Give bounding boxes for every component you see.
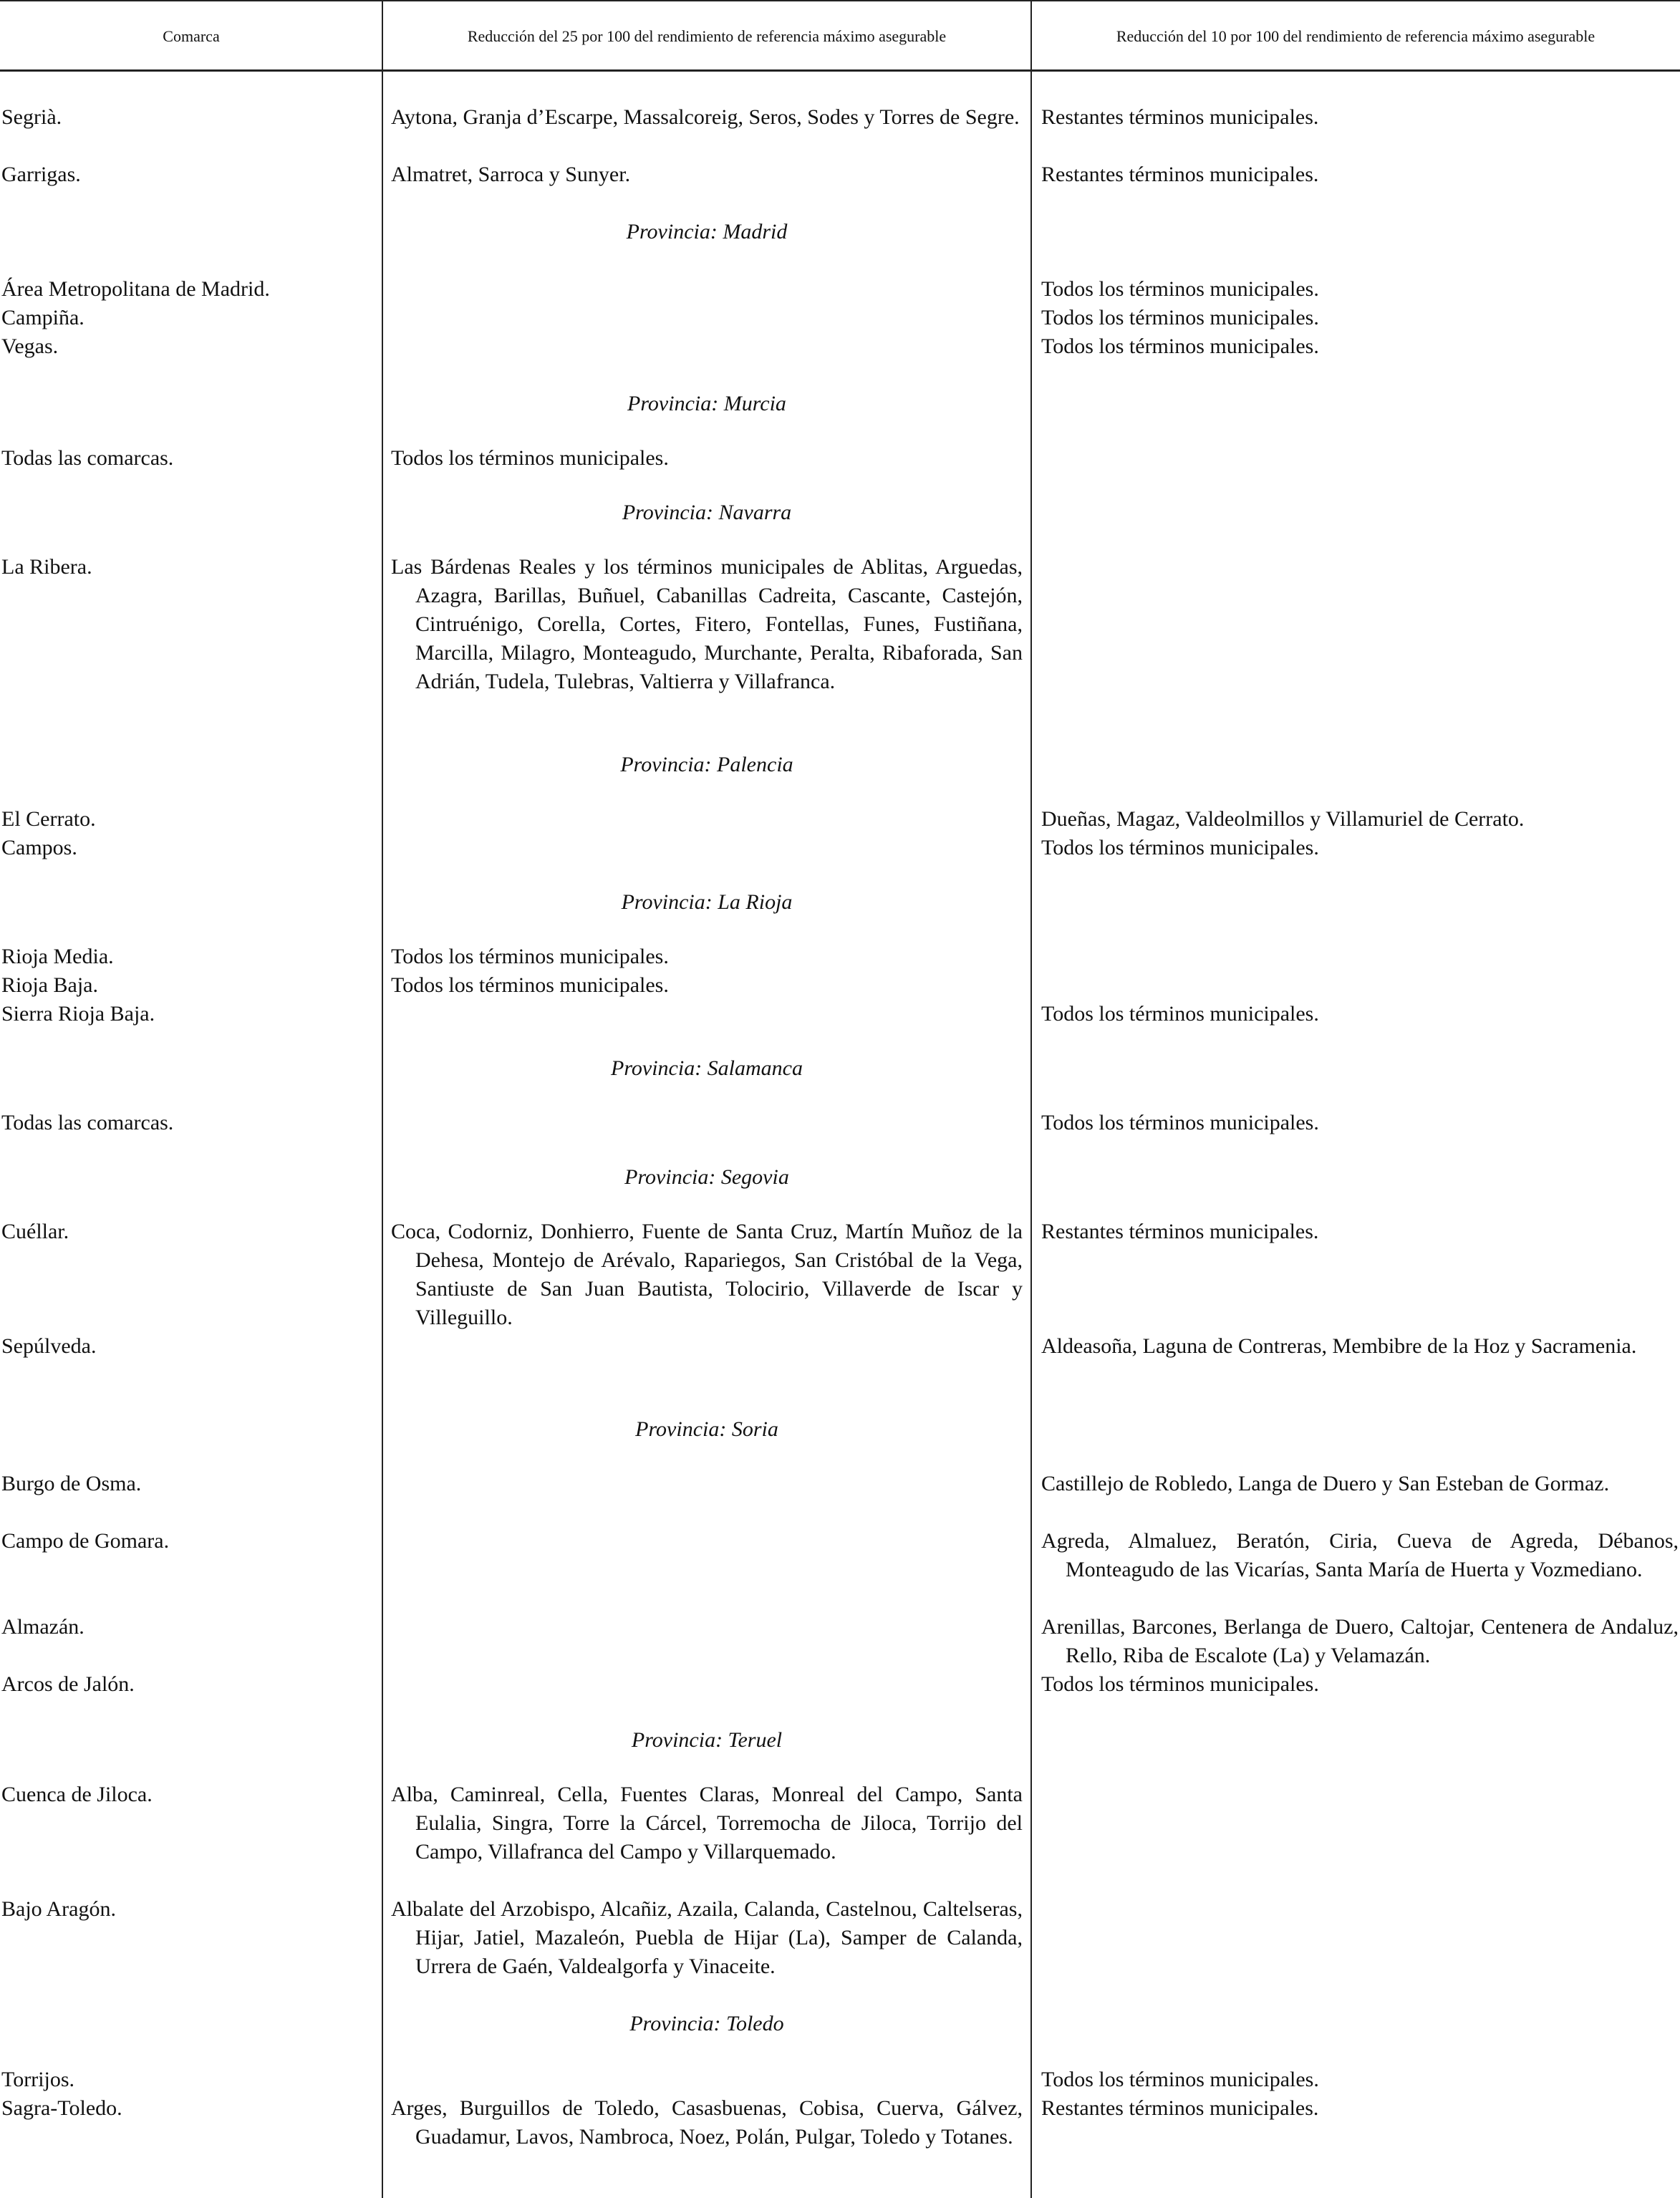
reduccion-10-cell: Todos los términos municipales.	[1041, 334, 1319, 358]
header-reduccion-10: Reducción del 10 por 100 del rendimiento de referencia máximo asegurable	[1116, 26, 1595, 45]
reduccion-10-cell: Todos los términos municipales.	[1041, 1002, 1319, 1026]
reduccion-25-cell: Todos los términos municipales.	[391, 446, 669, 470]
reduccion-10-cell: Todos los términos municipales.	[1041, 2068, 1319, 2091]
header-comarca: Comarca	[163, 26, 220, 45]
reduccion-10-cell: Todos los términos municipales.	[1041, 1672, 1319, 1696]
comarca-cell: Sierra Rioja Baja.	[1, 1002, 155, 1026]
reduccion-10-cell: Aldeasoña, Laguna de Contreras, Membibre de la Hoz y Sacramenia.	[1041, 1334, 1637, 1358]
province-heading: Provincia: Murcia	[627, 392, 786, 415]
reduccion-10-cell: Todos los términos municipales.	[1041, 277, 1319, 301]
reduccion-25-cell: Arges, Burguillos de Toledo, Casasbuenas, Cobisa, Cuerva, Gálvez, Guadamur, Lavos, Nambroca, Noez, Polán, Pulgar, Toledo y Totanes.	[391, 2096, 1023, 2149]
reduccion-25-cell: Coca, Codorniz, Donhierro, Fuente de Santa Cruz, Martín Muñoz de la Dehesa, Montejo de Arévalo, Rapariegos, San Cristóbal de la Vega, Santiuste de San Juan Bautista, Tolocirio, Villaverde de Iscar y Villeguillo.	[391, 1220, 1023, 1329]
comarca-cell: Rioja Media.	[1, 945, 114, 968]
comarca-cell: El Cerrato.	[1, 807, 96, 831]
province-heading: Provincia: Segovia	[624, 1165, 789, 1189]
reduccion-25-cell: Aytona, Granja d’Escarpe, Massalcoreig, Seros, Sodes y Torres de Segre.	[391, 105, 1020, 129]
reduccion-25-cell: Almatret, Sarroca y Sunyer.	[391, 163, 631, 186]
comarca-cell: Campo de Gomara.	[1, 1529, 170, 1553]
reduccion-10-cell: Dueñas, Magaz, Valdeolmillos y Villamuriel de Cerrato.	[1041, 807, 1525, 831]
comarca-cell: Sagra-Toledo.	[1, 2096, 122, 2120]
reduccion-25-cell: Las Bárdenas Reales y los términos municipales de Ablitas, Arguedas, Azagra, Barillas, Buñuel, Cabanillas Cadreita, Cascante, Castejón, Cintruénigo, Corella, Cortes, Fitero, Fontellas, Funes, Fustiñana, Marcilla, Milagro, Monteagudo, Murchante, Peralta, Ribaforada, San Adrián, Tudela, Tulebras, Valtierra y Villafranca.	[391, 555, 1023, 693]
reduccion-10-cell: Castillejo de Robledo, Langa de Duero y San Esteban de Gormaz.	[1041, 1472, 1610, 1495]
province-heading: Provincia: Navarra	[622, 501, 792, 524]
reduccion-25-cell: Todos los términos municipales.	[391, 945, 669, 968]
comarca-cell: Campiña.	[1, 306, 85, 329]
comarca-cell: Almazán.	[1, 1615, 85, 1639]
comarca-cell: Torrijos.	[1, 2068, 75, 2091]
reduccion-10-cell: Restantes términos municipales.	[1041, 2096, 1319, 2120]
province-heading: Provincia: Teruel	[631, 1728, 783, 1752]
province-heading: Provincia: Salamanca	[611, 1056, 803, 1080]
comarca-cell: Cuenca de Jiloca.	[1, 1783, 153, 1806]
reduccion-25-cell: Alba, Caminreal, Cella, Fuentes Claras, Monreal del Campo, Santa Eulalia, Singra, Torre la Cárcel, Torremocha de Jiloca, Torrijo del Campo, Villafranca del Campo y Villarquemado.	[391, 1783, 1023, 1864]
reduccion-10-cell: Todos los términos municipales.	[1041, 1111, 1319, 1134]
comarca-cell: Todas las comarcas.	[1, 1111, 174, 1134]
comarca-cell: Sepúlveda.	[1, 1334, 97, 1358]
comarca-cell: Bajo Aragón.	[1, 1897, 116, 1921]
comarca-cell: La Ribera.	[1, 555, 92, 579]
column-divider-2	[1030, 0, 1032, 2198]
comarca-cell: Área Metropolitana de Madrid.	[1, 277, 270, 301]
reduccion-10-cell: Todos los términos municipales.	[1041, 306, 1319, 329]
header-reduccion-25: Reducción del 25 por 100 del rendimiento de referencia máximo asegurable	[467, 26, 947, 45]
comarca-cell: Burgo de Osma.	[1, 1472, 142, 1495]
reduccion-10-cell: Restantes términos municipales.	[1041, 105, 1319, 129]
comarca-cell: Rioja Baja.	[1, 973, 98, 997]
comarca-cell: Segrià.	[1, 105, 62, 129]
reduccion-10-cell: Todos los términos municipales.	[1041, 836, 1319, 859]
comarca-cell: Todas las comarcas.	[1, 446, 174, 470]
comarca-cell: Cuéllar.	[1, 1220, 69, 1243]
province-heading: Provincia: Palencia	[620, 753, 793, 776]
reduccion-10-cell: Restantes términos municipales.	[1041, 1220, 1319, 1243]
province-heading: Provincia: Madrid	[626, 220, 788, 244]
table-header	[0, 0, 1680, 72]
reduccion-10-cell: Arenillas, Barcones, Berlanga de Duero, Caltojar, Centenera de Andaluz, Rello, Riba de Escalote (La) y Velamazán.	[1041, 1615, 1679, 1667]
comarca-cell: Garrigas.	[1, 163, 81, 186]
reduccion-10-cell: Agreda, Almaluez, Beratón, Ciria, Cueva de Agreda, Débanos, Monteagudo de las Vicarías, Santa María de Huerta y Vozmediano.	[1041, 1529, 1679, 1581]
comarca-cell: Campos.	[1, 836, 77, 859]
reduccion-10-cell: Restantes términos municipales.	[1041, 163, 1319, 186]
province-heading: Provincia: Soria	[635, 1417, 778, 1441]
comarca-cell: Arcos de Jalón.	[1, 1672, 135, 1696]
reduccion-25-cell: Albalate del Arzobispo, Alcañiz, Azaila, Calanda, Castelnou, Caltelseras, Hijar, Jatiel, Mazaleón, Puebla de Hijar (La), Samper de Calanda, Urrera de Gaén, Valdealgorfa y Vinaceite.	[391, 1897, 1023, 1978]
province-heading: Provincia: Toledo	[629, 2012, 784, 2035]
province-heading: Provincia: La Rioja	[621, 890, 793, 914]
column-divider-1	[382, 0, 383, 2198]
reduccion-25-cell: Todos los términos municipales.	[391, 973, 669, 997]
comarca-cell: Vegas.	[1, 334, 59, 358]
